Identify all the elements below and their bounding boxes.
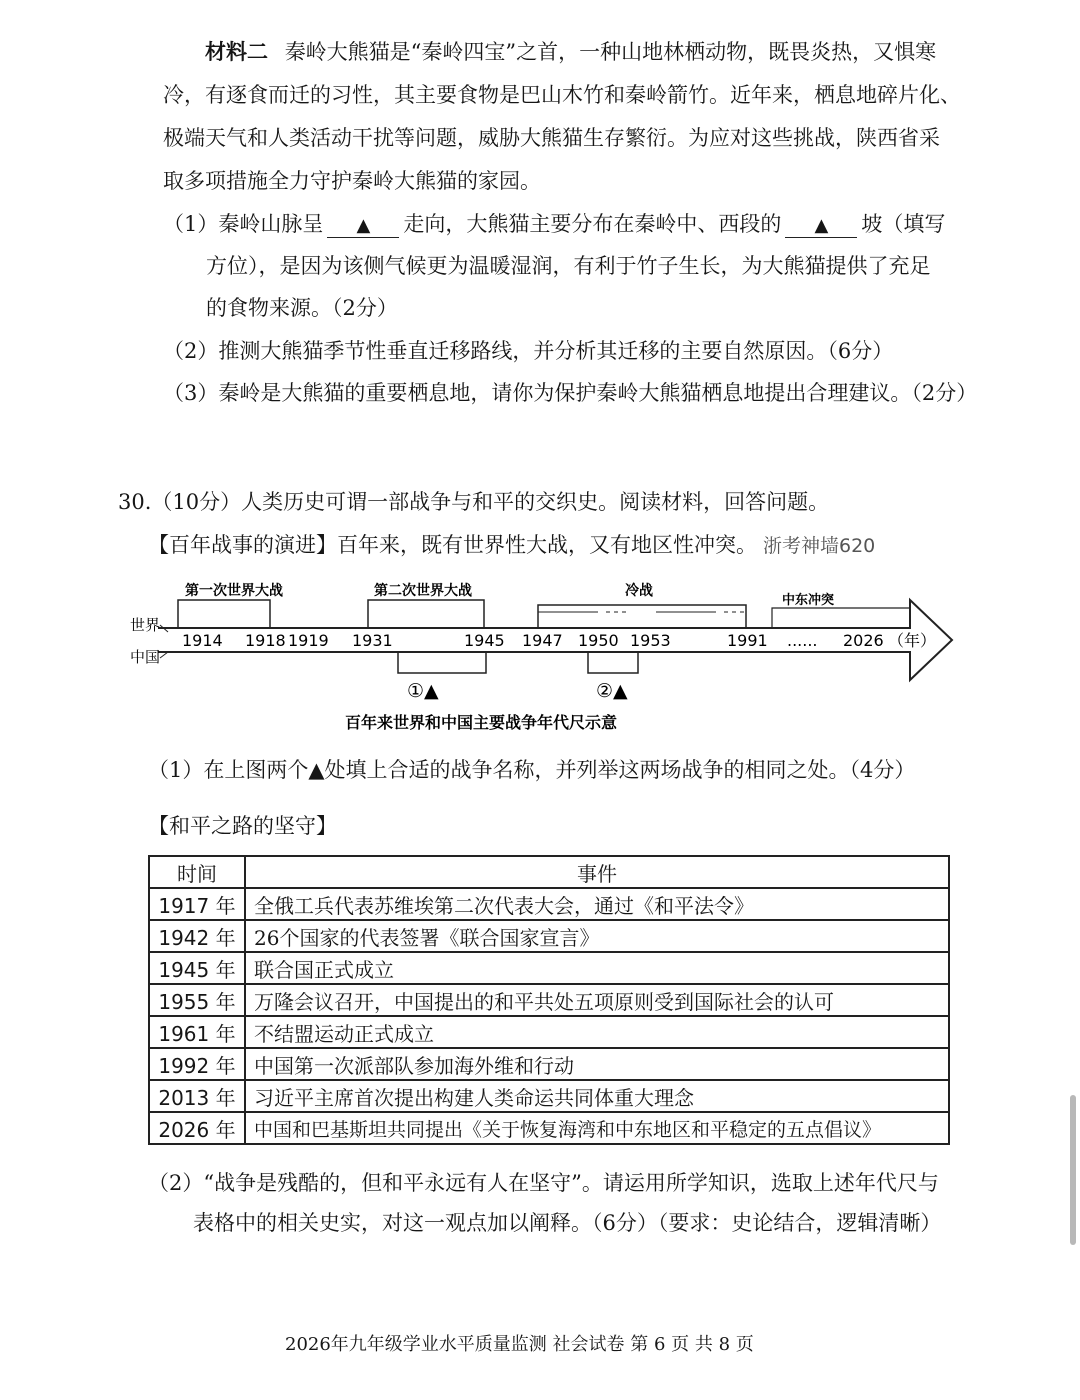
mideast-label: 中东冲突 xyxy=(782,593,835,608)
ww2-label: 第二次世界大战 xyxy=(374,583,472,599)
row-event: 万隆会议召开，中国提出的和平共处五项原则受到国际社会的认可 xyxy=(245,984,949,1016)
row-year: 2013 年 xyxy=(149,1080,245,1112)
table-row xyxy=(149,920,949,952)
year-tick: 1918 xyxy=(245,631,286,650)
year-tick: 1991 xyxy=(727,631,768,650)
china-war2-bracket xyxy=(588,652,638,673)
row-year: 1955 年 xyxy=(149,984,245,1016)
table-row xyxy=(149,1016,949,1048)
year-tick: 1919 xyxy=(288,631,329,650)
row-year: 1917 年 xyxy=(149,888,245,920)
section1-text: 【百年战事的演进】百年来，既有世界性大战，又有地区性冲突。 xyxy=(148,533,757,557)
coldwar-bracket-outer xyxy=(538,605,746,628)
q1-part-c: 坡（填写 xyxy=(861,212,946,236)
row-event: 不结盟运动正式成立 xyxy=(245,1016,949,1048)
answer-blank-slope[interactable] xyxy=(785,213,857,238)
scrollbar[interactable] xyxy=(1070,1095,1076,1245)
q1-part-b: 走向，大熊猫主要分布在秦岭中、西段的 xyxy=(403,212,782,236)
material2-label: 材料二 xyxy=(205,39,268,64)
table-row xyxy=(149,1080,949,1112)
ww1-bracket xyxy=(178,600,270,628)
material2-line2: 冷，有逐食而迁的习性，其主要食物是巴山木竹和秦岭箭竹。近年来，栖息地碎片化、 xyxy=(163,83,961,107)
row-year: 1942 年 xyxy=(149,920,245,952)
q2-text: （2）推测大熊猫季节性垂直迁移路线，并分析其迁移的主要自然原因。（6分） xyxy=(163,339,894,363)
answer-blank-direction[interactable] xyxy=(327,213,399,238)
section1-line xyxy=(148,530,875,561)
q1-line1 xyxy=(163,209,945,239)
table-row xyxy=(149,984,949,1016)
q1-line2: 方位），是因为该侧气候更为温暖湿润，有利于竹子生长，为大熊猫提供了充足 xyxy=(206,254,931,278)
blank1-label: ①▲ xyxy=(407,680,439,702)
material2-line1 xyxy=(205,37,936,67)
row-event: 中国第一次派部队参加海外维和行动 xyxy=(245,1048,949,1080)
row-label-world: 世界 xyxy=(130,616,161,634)
q30-2-line2: 表格中的相关史实，对这一观点加以阐释。（6分）（要求：史论结合，逻辑清晰） xyxy=(193,1211,942,1235)
triangle-mark-icon: ▲ xyxy=(356,215,371,236)
year-tick: 1945 xyxy=(464,631,505,650)
ww2-bracket xyxy=(368,600,484,628)
year-unit: （年） xyxy=(888,631,937,650)
material2-text1: 秦岭大熊猫是“秦岭四宝”之首，一种山地林栖动物，既畏炎热，又惧寒 xyxy=(284,40,937,64)
header-event: 事件 xyxy=(245,856,949,888)
row-event: 习近平主席首次提出构建人类命运共同体重大理念 xyxy=(245,1080,949,1112)
ww1-label: 第一次世界大战 xyxy=(185,583,283,599)
page-footer: 2026年九年级学业水平质量监测 社会试卷 第 6 页 共 8 页 xyxy=(285,1334,754,1355)
section2-title: 【和平之路的坚守】 xyxy=(148,814,337,838)
row-year: 1992 年 xyxy=(149,1048,245,1080)
year-tick: 1953 xyxy=(630,631,671,650)
q1-part-a: （1）秦岭山脉呈 xyxy=(163,212,324,236)
q1-line3: 的食物来源。（2分） xyxy=(206,296,398,320)
q3-text: （3）秦岭是大熊猫的重要栖息地，请你为保护秦岭大熊猫栖息地提出合理建议。（2分） xyxy=(163,381,978,405)
q30-1-text: （1）在上图两个▲处填上合适的战争名称，并列举这两场战争的相同之处。（4分） xyxy=(148,758,916,782)
material2-line4: 取多项措施全力守护秦岭大熊猫的家园。 xyxy=(163,169,541,193)
year-tick: 1931 xyxy=(352,631,393,650)
row-event: 26个国家的代表签署《联合国家宣言》 xyxy=(245,920,949,952)
triangle-mark-icon: ▲ xyxy=(814,215,829,236)
row-event: 中国和巴基斯坦共同提出《关于恢复海湾和中东地区和平稳定的五点倡议》 xyxy=(245,1112,949,1144)
year-tick: 1950 xyxy=(578,631,619,650)
row-year: 1945 年 xyxy=(149,952,245,984)
table-row xyxy=(149,952,949,984)
row-event: 联合国正式成立 xyxy=(245,952,949,984)
year-tick: 2026 xyxy=(843,631,884,650)
table-row xyxy=(149,1112,949,1144)
material2-line3: 极端天气和人类活动干扰等问题，威胁大熊猫生存繁衍。为应对这些挑战，陕西省采 xyxy=(163,126,940,150)
table-row xyxy=(149,888,949,920)
coldwar-label: 冷战 xyxy=(625,583,653,599)
year-tick: 1914 xyxy=(182,631,223,650)
year-tick: ...... xyxy=(787,631,818,650)
blank2-label: ②▲ xyxy=(596,680,628,702)
row-event: 全俄工兵代表苏维埃第二次代表大会，通过《和平法令》 xyxy=(245,888,949,920)
row-year: 2026 年 xyxy=(149,1112,245,1144)
year-tick: 1947 xyxy=(522,631,563,650)
peace-events-table xyxy=(148,855,950,1145)
q30-intro: 30.（10分）人类历史可谓一部战争与和平的交织史。阅读材料，回答问题。 xyxy=(118,490,830,514)
watermark-text: 浙考神墙620 xyxy=(763,535,876,557)
q30-2-line1: （2）“战争是残酷的，但和平永远有人在坚守”。请运用所学知识，选取上述年代尺与 xyxy=(148,1171,939,1195)
row-label-china: 中国 xyxy=(130,648,161,666)
china-war1-bracket xyxy=(398,652,486,673)
mideast-bracket xyxy=(772,608,910,628)
timeline-caption: 百年来世界和中国主要战争年代尺示意 xyxy=(345,713,618,732)
row-year: 1961 年 xyxy=(149,1016,245,1048)
header-time: 时间 xyxy=(149,856,245,888)
table-row xyxy=(149,1048,949,1080)
table-header-row xyxy=(149,856,949,888)
timeline-chart xyxy=(110,570,960,740)
